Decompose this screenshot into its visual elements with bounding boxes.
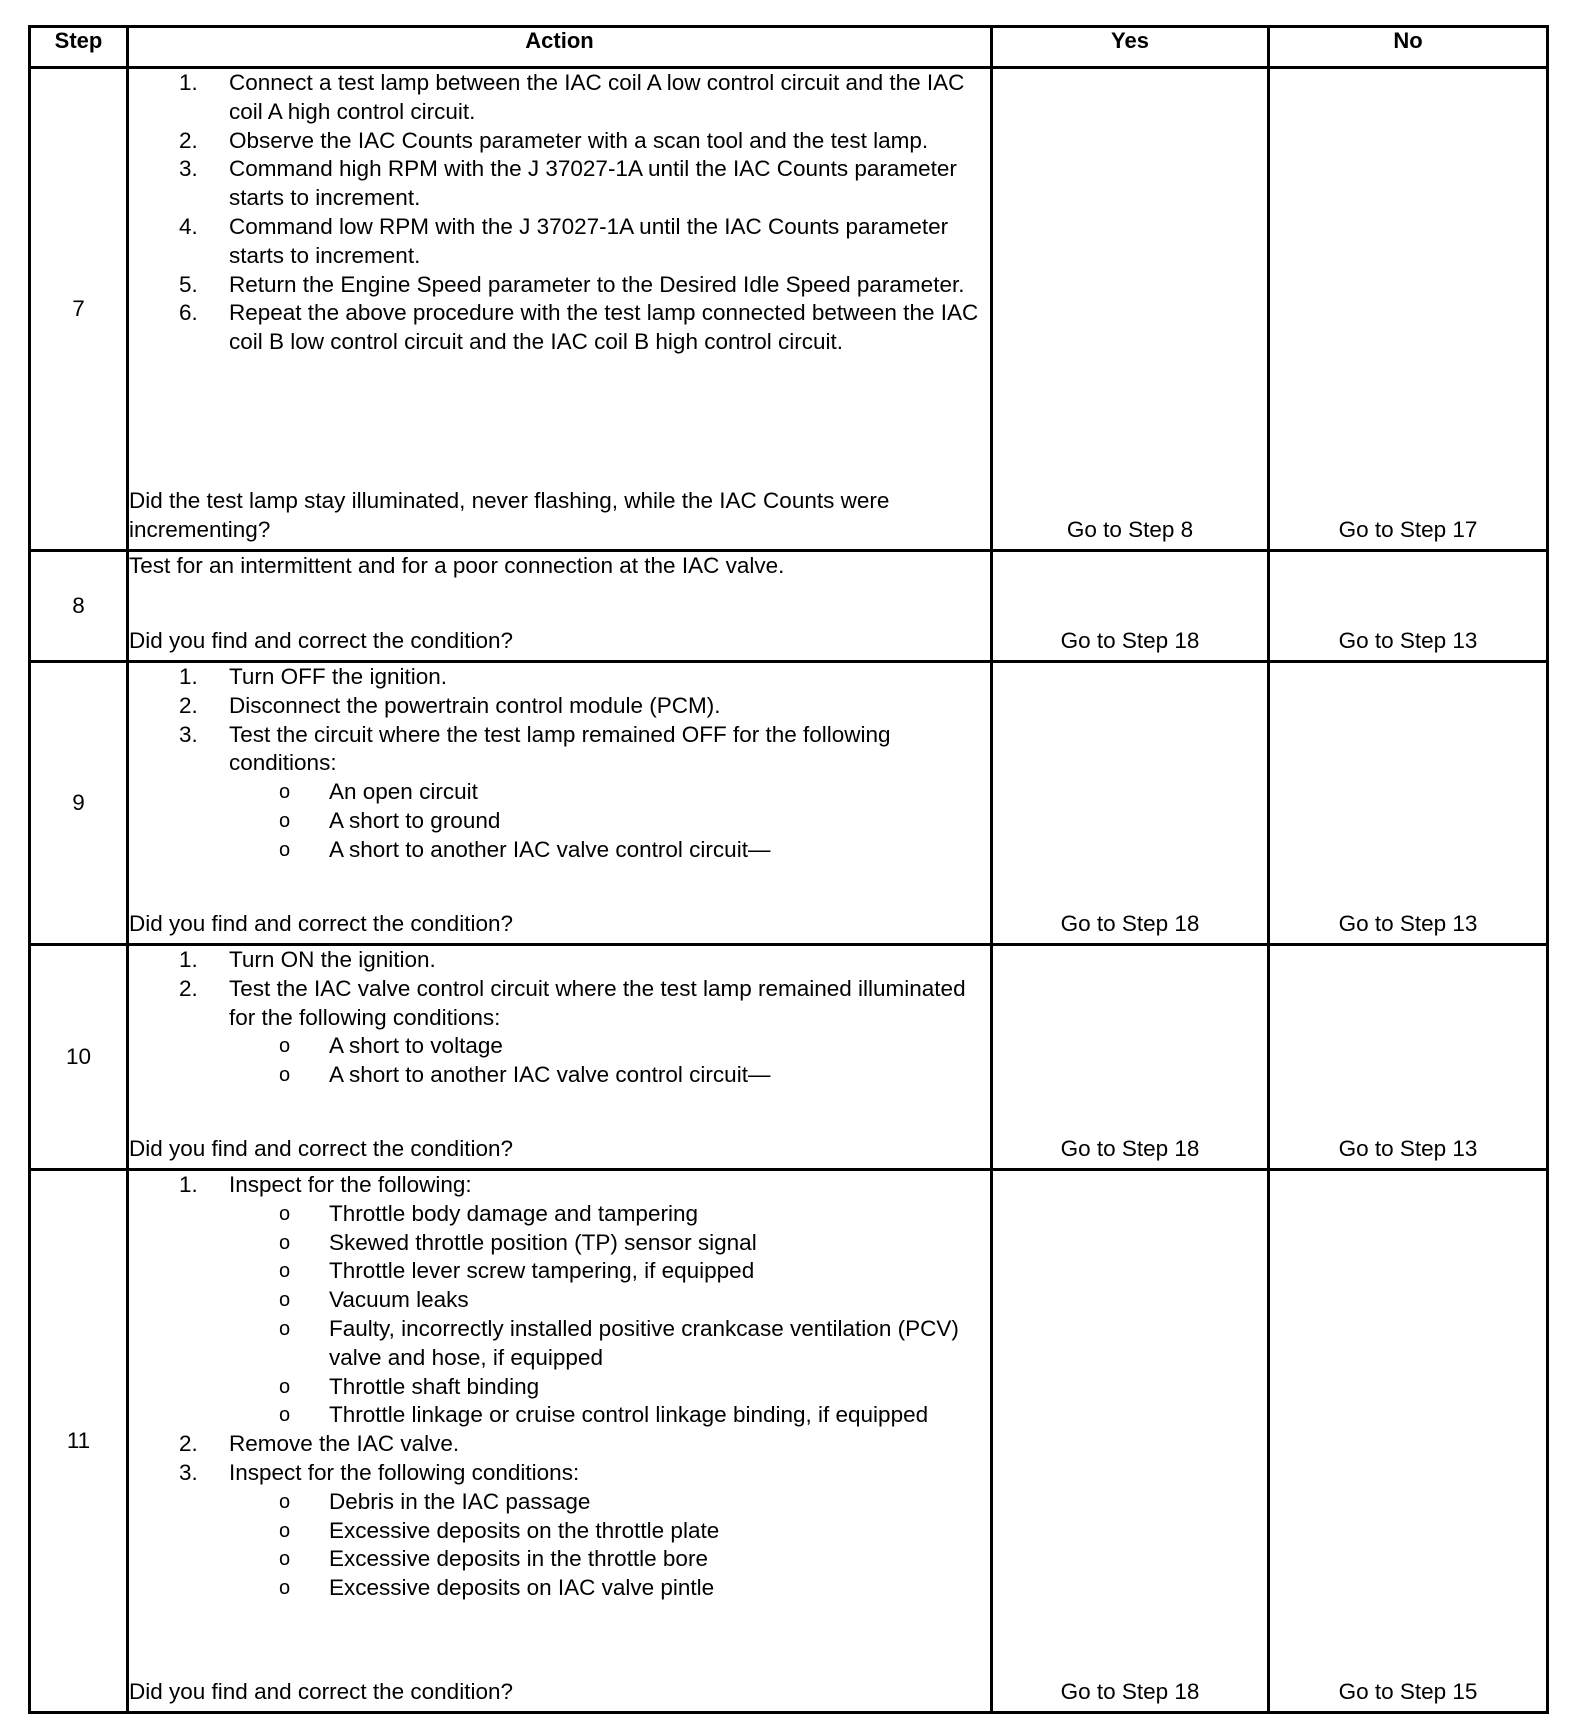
- question-text: Did the test lamp stay illuminated, never flashing, while the IAC Counts were incrementing?: [129, 488, 890, 543]
- yes-result: Go to Step 18: [992, 1170, 1269, 1713]
- procedure-number: 2.: [179, 1431, 198, 1457]
- step-number: 11: [30, 1170, 128, 1713]
- condition-list: [229, 1488, 990, 1603]
- procedure-text: Command high RPM with the J 37027-1A until the IAC Counts parameter starts to increment.: [229, 156, 957, 211]
- procedure-list: [129, 69, 990, 357]
- yes-result: Go to Step 18: [992, 551, 1269, 662]
- procedure-text: Repeat the above procedure with the test lamp connected between the IAC coil B low control circuit and the IAC coil B high control circuit.: [229, 300, 979, 355]
- condition-list: [229, 778, 990, 864]
- bullet-icon: o: [279, 1260, 291, 1283]
- question-text: Did you find and correct the condition?: [129, 1136, 513, 1162]
- condition-text: A short to ground: [329, 807, 501, 833]
- procedure-list: [129, 663, 990, 865]
- yes-result: Go to Step 8: [992, 68, 1269, 551]
- bullet-icon: o: [279, 1064, 291, 1087]
- no-result: Go to Step 13: [1269, 662, 1548, 945]
- condition-item: [229, 1545, 990, 1574]
- condition-text: A short to another IAC valve control circuit—: [329, 836, 771, 862]
- procedure-number: 4.: [179, 213, 198, 239]
- procedure-item: [129, 946, 990, 975]
- table-row: [30, 1170, 1548, 1713]
- table-row: [30, 662, 1548, 945]
- procedure-list: [129, 946, 990, 1090]
- condition-item: [229, 1574, 990, 1603]
- header-no: No: [1269, 27, 1548, 68]
- condition-list: [229, 1032, 990, 1090]
- step-number: 8: [30, 551, 128, 662]
- step-number: 10: [30, 945, 128, 1170]
- condition-item: [229, 1373, 990, 1402]
- procedure-item: [129, 271, 990, 300]
- header-step: Step: [30, 27, 128, 68]
- condition-item: [229, 1488, 990, 1517]
- procedure-number: 1.: [179, 1172, 198, 1197]
- procedure-text: Remove the IAC valve.: [229, 1431, 460, 1457]
- condition-text: Throttle body damage and tampering: [329, 1200, 698, 1226]
- procedure-item: [129, 69, 990, 127]
- yes-result: Go to Step 18: [992, 662, 1269, 945]
- procedure-item: [129, 663, 990, 692]
- action-cell: [128, 68, 992, 551]
- procedure-number: 6.: [179, 300, 198, 326]
- bullet-icon: o: [279, 838, 291, 861]
- procedure-item: [129, 155, 990, 213]
- bullet-icon: o: [279, 1490, 291, 1513]
- condition-item: [229, 778, 990, 807]
- table-body: [30, 68, 1548, 1713]
- condition-item: [229, 1315, 990, 1373]
- condition-item: [229, 1257, 990, 1286]
- condition-text: An open circuit: [329, 779, 478, 805]
- condition-item: [229, 1517, 990, 1546]
- condition-item: [229, 1061, 990, 1090]
- table-row: [30, 551, 1548, 662]
- header-row: [30, 27, 1548, 68]
- procedure-text: Inspect for the following conditions:: [229, 1459, 580, 1485]
- procedure-item: [129, 299, 990, 357]
- question-text: Did you find and correct the condition?: [129, 911, 513, 937]
- procedure-number: 3.: [179, 156, 198, 182]
- no-result: Go to Step 15: [1269, 1170, 1548, 1713]
- action-cell: [128, 945, 992, 1170]
- condition-text: Skewed throttle position (TP) sensor signal: [329, 1229, 757, 1255]
- procedure-item: [129, 692, 990, 721]
- question-text: Did you find and correct the condition?: [129, 628, 513, 654]
- step-number: 7: [30, 68, 128, 551]
- procedure-text: Turn ON the ignition.: [229, 947, 436, 972]
- procedure-item: [129, 1430, 990, 1459]
- condition-item: [229, 1401, 990, 1430]
- bullet-icon: o: [279, 1317, 291, 1340]
- table-row: [30, 945, 1548, 1170]
- condition-text: Debris in the IAC passage: [329, 1488, 591, 1514]
- procedure-item: [129, 975, 990, 1090]
- header-yes: Yes: [992, 27, 1269, 68]
- condition-text: Excessive deposits in the throttle bore: [329, 1546, 708, 1572]
- procedure-text: Connect a test lamp between the IAC coil A low control circuit and the IAC coil A high control circuit.: [229, 70, 965, 124]
- bullet-icon: o: [279, 1035, 291, 1058]
- procedure-number: 1.: [179, 664, 198, 689]
- condition-item: [229, 807, 990, 836]
- bullet-icon: o: [279, 1404, 291, 1427]
- condition-text: A short to another IAC valve control circuit—: [329, 1062, 771, 1088]
- diagnostic-table: [28, 25, 1549, 1714]
- action-intro: Test for an intermittent and for a poor connection at the IAC valve.: [129, 553, 785, 578]
- procedure-number: 5.: [179, 271, 198, 297]
- bullet-icon: o: [279, 1289, 291, 1312]
- procedure-list: [129, 1171, 990, 1603]
- bullet-icon: o: [279, 809, 291, 832]
- condition-text: Throttle shaft binding: [329, 1373, 540, 1399]
- condition-text: Throttle linkage or cruise control linkage binding, if equipped: [329, 1402, 929, 1428]
- bullet-icon: o: [279, 1548, 291, 1571]
- bullet-icon: o: [279, 1577, 291, 1600]
- procedure-number: 2.: [179, 127, 198, 153]
- action-cell: [128, 551, 992, 662]
- procedure-text: Test the circuit where the test lamp remained OFF for the following conditions:: [229, 721, 891, 776]
- no-result: Go to Step 17: [1269, 68, 1548, 551]
- procedure-number: 2.: [179, 692, 198, 718]
- condition-text: Excessive deposits on the throttle plate: [329, 1517, 720, 1543]
- procedure-number: 1.: [179, 947, 198, 972]
- condition-item: [229, 1200, 990, 1229]
- procedure-number: 3.: [179, 1459, 198, 1485]
- procedure-number: 1.: [179, 70, 198, 95]
- action-cell: [128, 1170, 992, 1713]
- procedure-item: [129, 1171, 990, 1430]
- procedure-item: [129, 721, 990, 865]
- procedure-text: Turn OFF the ignition.: [229, 664, 448, 689]
- condition-text: Throttle lever screw tampering, if equipped: [329, 1258, 755, 1284]
- condition-item: [229, 1032, 990, 1061]
- yes-result: Go to Step 18: [992, 945, 1269, 1170]
- no-result: Go to Step 13: [1269, 945, 1548, 1170]
- procedure-item: [129, 127, 990, 156]
- condition-list: [229, 1200, 990, 1430]
- procedure-text: Disconnect the powertrain control module (PCM).: [229, 692, 721, 718]
- condition-item: [229, 836, 990, 865]
- procedure-text: Inspect for the following:: [229, 1172, 472, 1197]
- procedure-item: [129, 1459, 990, 1603]
- condition-text: Excessive deposits on IAC valve pintle: [329, 1575, 715, 1601]
- condition-text: Vacuum leaks: [329, 1287, 469, 1313]
- condition-item: [229, 1229, 990, 1258]
- condition-text: A short to voltage: [329, 1033, 503, 1059]
- condition-item: [229, 1286, 990, 1315]
- bullet-icon: o: [279, 781, 291, 804]
- bullet-icon: o: [279, 1231, 291, 1254]
- no-result: Go to Step 13: [1269, 551, 1548, 662]
- procedure-text: Command low RPM with the J 37027-1A until the IAC Counts parameter starts to increment.: [229, 213, 949, 268]
- procedure-number: 2.: [179, 975, 198, 1001]
- bullet-icon: o: [279, 1375, 291, 1398]
- action-cell: [128, 662, 992, 945]
- procedure-number: 3.: [179, 721, 198, 747]
- bullet-icon: o: [279, 1519, 291, 1542]
- procedure-text: Test the IAC valve control circuit where the test lamp remained illuminated for the following conditions:: [229, 975, 966, 1030]
- condition-text: Faulty, incorrectly installed positive crankcase ventilation (PCV) valve and hose, if equipped: [329, 1315, 959, 1370]
- header-action: Action: [128, 27, 992, 68]
- procedure-text: Return the Engine Speed parameter to the Desired Idle Speed parameter.: [229, 271, 965, 297]
- step-number: 9: [30, 662, 128, 945]
- bullet-icon: o: [279, 1202, 291, 1225]
- procedure-text: Observe the IAC Counts parameter with a scan tool and the test lamp.: [229, 127, 929, 153]
- question-text: Did you find and correct the condition?: [129, 1679, 513, 1705]
- procedure-item: [129, 213, 990, 271]
- table-row: [30, 68, 1548, 551]
